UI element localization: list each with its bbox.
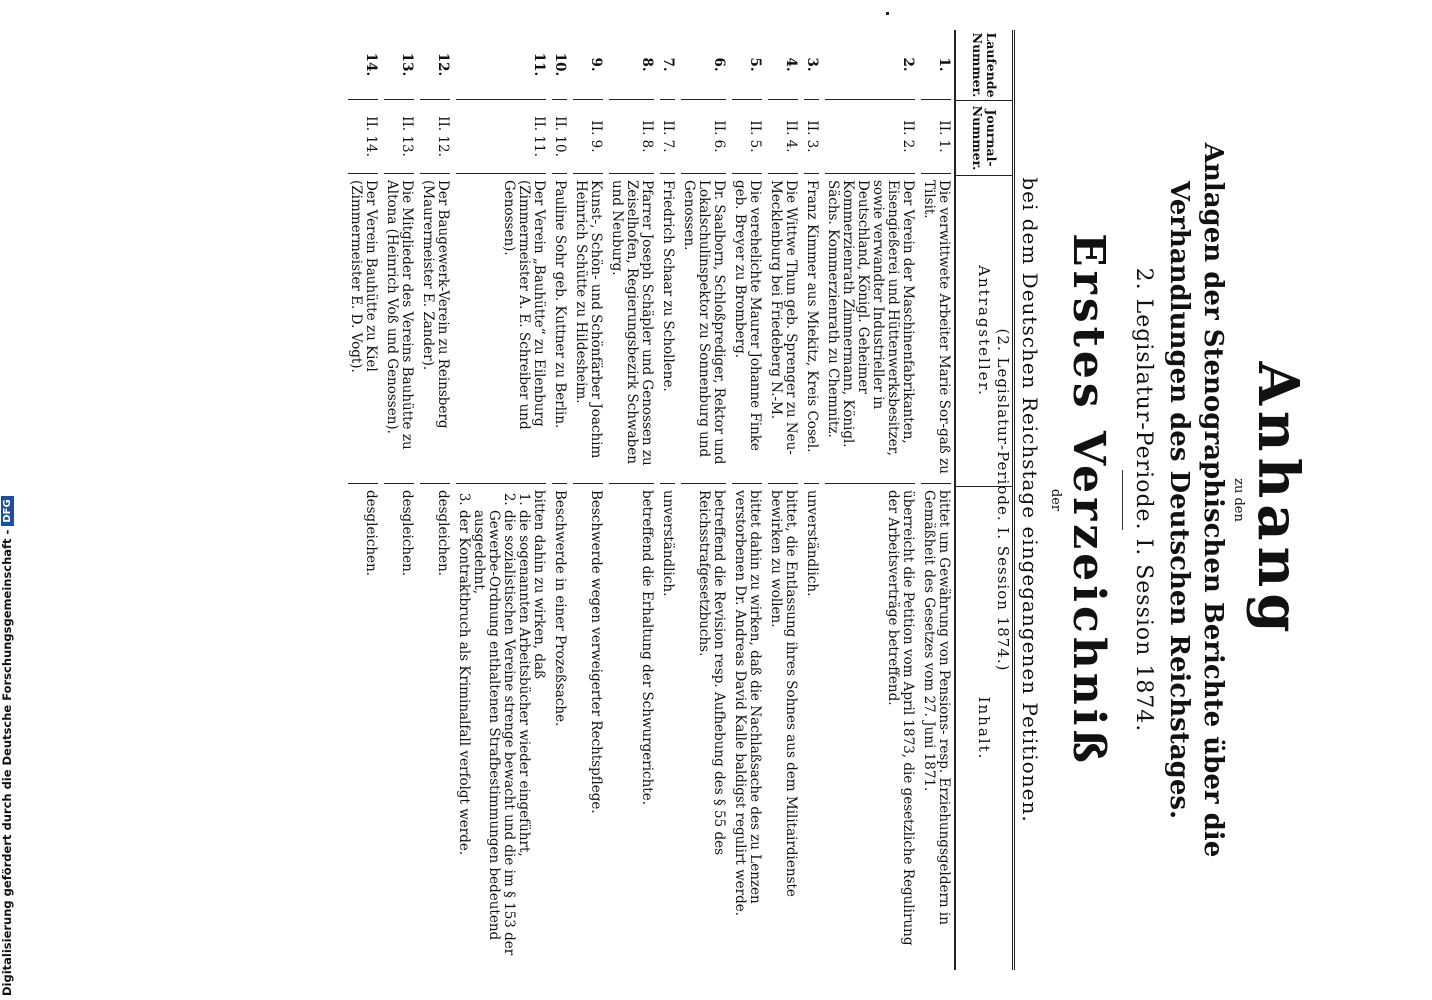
header-running-number: Laufende Nummer.: [956, 30, 1012, 101]
table-body: [345, 30, 954, 970]
dfg-logo: DFG: [1, 496, 14, 525]
connector-text: zu den: [1231, 478, 1246, 522]
margin-speck: [886, 12, 889, 15]
petitioner: Friedrich Schaar zu Schollene.: [660, 174, 675, 484]
petition-content: [804, 484, 819, 970]
running-number: 6.: [681, 30, 726, 100]
petition-content: [552, 484, 567, 970]
content-text: überreicht die Petition vom April 1873, die gesetzliche Regulirung der Arbeitsverträge betreffend.: [885, 490, 916, 946]
petitioner: Der Verein Bauhütte zu Kiel (Zimmermeister E. D. Vogt).: [348, 174, 378, 484]
section-subtitle: bei dem Deutschen Reichstage eingegangenen Petitionen.: [1018, 177, 1042, 823]
running-number: 2.: [825, 30, 915, 100]
table-row: [678, 30, 729, 970]
petition-content: [573, 484, 603, 970]
header-content: Inhalt.: [975, 696, 994, 761]
journal-number: II. 5.: [732, 100, 762, 174]
petitioner: Der Baugewerk-Verein zu Reinsberg (Maurermeister E. Zander).: [420, 174, 450, 484]
petitioner: Kunst-, Schön- und Schönfärber Joachim Heinrich Schütte zu Hildesheim.: [573, 174, 603, 484]
digitization-credit: [0, 496, 14, 996]
table-row: [765, 30, 801, 970]
document-title: Anhang: [1245, 361, 1311, 639]
petitioner: Pfarrer Joseph Schäpler und Genossen zu Zeiselhofen, Regierungsbezirk Schwaben und Neuburg.: [609, 174, 654, 484]
content-sublist: [456, 490, 531, 964]
content-text: Beschwerde in einer Prozeßsache.: [552, 490, 568, 727]
content-text: bittet dahin zu wirken, daß die Nachlaßsache des zu Lenzen verstorbenen Dr. Andreas David Kalle baldigst regulirt werde.: [732, 490, 763, 917]
table-row: [453, 30, 549, 970]
petition-content: [609, 484, 654, 970]
content-text: betreffend die Erhaltung der Schwurgerichte.: [639, 490, 655, 806]
petition-content: [681, 484, 726, 970]
table-row: [801, 30, 822, 970]
petitioner: Die Wittwe Thun geb. Sprenger zu Neu-Mecklenburg bei Friedeberg N.-M.: [768, 174, 798, 484]
running-number: 3.: [804, 30, 819, 100]
running-number: 5.: [732, 30, 762, 100]
journal-number: II. 11.: [456, 100, 546, 174]
content-text: Beschwerde wegen verweigerter Rechtspflege.: [588, 490, 604, 814]
table-row: [570, 30, 606, 970]
petitioner: Der Verein der Maschinenfabrikanten, Eisengießerei und Hüttenwerksbesitzer, sowie verwandter Industrieller in Deutschland, Königl. Geheimer Kommerzienrath Zimmermann, Königl. Sächs. Kommerzienrath zu Chemnitz.: [825, 174, 915, 484]
petitioner: Franz Kimmer aus Miekitz, Kreis Cosel.: [804, 174, 819, 484]
table-row: [822, 30, 918, 970]
legislative-period: 2. Legislatur-Periode. I. Session 1874.: [1131, 267, 1156, 733]
petition-content: [825, 484, 915, 970]
table-row: [657, 30, 678, 970]
table-row: [549, 30, 570, 970]
journal-number: II. 7.: [660, 100, 675, 174]
running-number: 1.: [921, 30, 951, 100]
running-number: 4.: [768, 30, 798, 100]
document-heading: [994, 30, 1310, 970]
journal-number: II. 4.: [768, 100, 798, 174]
petition-content: [348, 484, 378, 970]
journal-number: II. 2.: [825, 100, 915, 174]
section-connector: der: [1048, 488, 1063, 512]
table-row: [918, 30, 954, 970]
content-sublist-item: 2. die sozialistischen Vereine strenge bewacht und die im § 153 der Gewerbe-Ordnung enthaltenen Strafbestimmungen bedeutend ausgedehnt,: [471, 510, 516, 964]
document-subtitle: Anlagen der Stenographischen Berichte über die Verhandlungen des Deutschen Reichstages.: [1164, 142, 1228, 858]
heading-divider: [1122, 470, 1123, 530]
running-number: 14.: [348, 30, 378, 100]
journal-number: II. 12.: [420, 100, 450, 174]
petition-content: [420, 484, 450, 970]
table-row: [729, 30, 765, 970]
running-number: 7.: [660, 30, 675, 100]
header-journal-number: Journal-Nummer.: [956, 101, 1012, 176]
content-sublist-item: 1. die sogenannten Arbeitsbücher wieder eingeführt,: [516, 510, 531, 964]
petition-content: [768, 484, 798, 970]
petition-content: [732, 484, 762, 970]
content-sublist-item: 3. der Kontraktbruch als Kriminalfall verfolgt werde.: [456, 510, 471, 964]
table-row: [381, 30, 417, 970]
journal-number: II. 13.: [384, 100, 414, 174]
running-number: 8.: [609, 30, 654, 100]
journal-number: II. 14.: [348, 100, 378, 174]
content-text: desgleichen.: [399, 490, 415, 577]
header-petitioner: Antragsteller.: [956, 176, 1012, 487]
session-note: (2. Legislatur-Periode. I. Session 1874.): [994, 328, 1012, 672]
petitioner: Pauline Sohr geb. Kuttner zu Berlin.: [552, 174, 567, 484]
journal-number: II. 9.: [573, 100, 603, 174]
content-text: bitten dahin zu wirken, daß: [531, 490, 547, 680]
journal-number: II. 10.: [552, 100, 567, 174]
content-text: bittet, die Entlassung ihres Sohnes aus dem Militairdienste bewirken zu wollen.: [768, 490, 799, 897]
journal-number: II. 8.: [609, 100, 654, 174]
petitioner: Der Verein „Bauhütte“ zu Eilenburg (Zimmermeister A. E. Schreiber und Genossen).: [456, 174, 546, 484]
content-text: unverständlich.: [660, 490, 676, 597]
table-row: [606, 30, 657, 970]
petitioner: Die verwittwete Arbeiter Marie Sor-gaß zu Tilsit.: [921, 174, 951, 484]
content-text: desgleichen.: [363, 490, 379, 577]
petition-content: [921, 484, 951, 970]
content-text: desgleichen.: [435, 490, 451, 577]
petitioner: Dr. Saalborn, Schloßprediger, Rektor und Lokalschulinspektor zu Sonnenburg und Genossen.: [681, 174, 726, 484]
petition-content: [660, 484, 675, 970]
running-number: 12.: [420, 30, 450, 100]
table-header: [954, 30, 1012, 970]
petition-content: [456, 484, 546, 970]
journal-number: II. 6.: [681, 100, 726, 174]
petitioner: Die verehelichte Maurer Johanne Finke geb. Breyer zu Bromberg.: [732, 174, 762, 484]
running-number: 11.: [456, 30, 546, 100]
rotated-document-page: [120, 30, 1310, 970]
section-title: Erstes Verzeichniß: [1063, 233, 1114, 767]
journal-number: II. 1.: [921, 100, 951, 174]
running-number: 9.: [573, 30, 603, 100]
content-text: unverständlich.: [804, 490, 820, 597]
content-text: betreffend die Revision resp. Aufhebung des § 55 des Reichsstrafgesetzbuchs.: [696, 490, 727, 856]
running-number: 13.: [384, 30, 414, 100]
petition-content: [384, 484, 414, 970]
petitions-table: [345, 30, 1015, 970]
running-number: 10.: [552, 30, 567, 100]
journal-number: II. 3.: [804, 100, 819, 174]
petitioner: Die Mitglieder des Vereins Bauhütte zu Altona (Heinrich Voß und Genossen).: [384, 174, 414, 484]
content-text: bittet um Gewährung von Pensions- resp. Erziehungsgeldern in Gemäßheit des Gesetzes vom 27. Juni 1871.: [921, 490, 952, 925]
table-row: [417, 30, 453, 970]
table-row: [345, 30, 381, 970]
credit-text: Digitalisierung gefördert durch die Deutsche Forschungsgemeinschaft -: [0, 529, 14, 996]
